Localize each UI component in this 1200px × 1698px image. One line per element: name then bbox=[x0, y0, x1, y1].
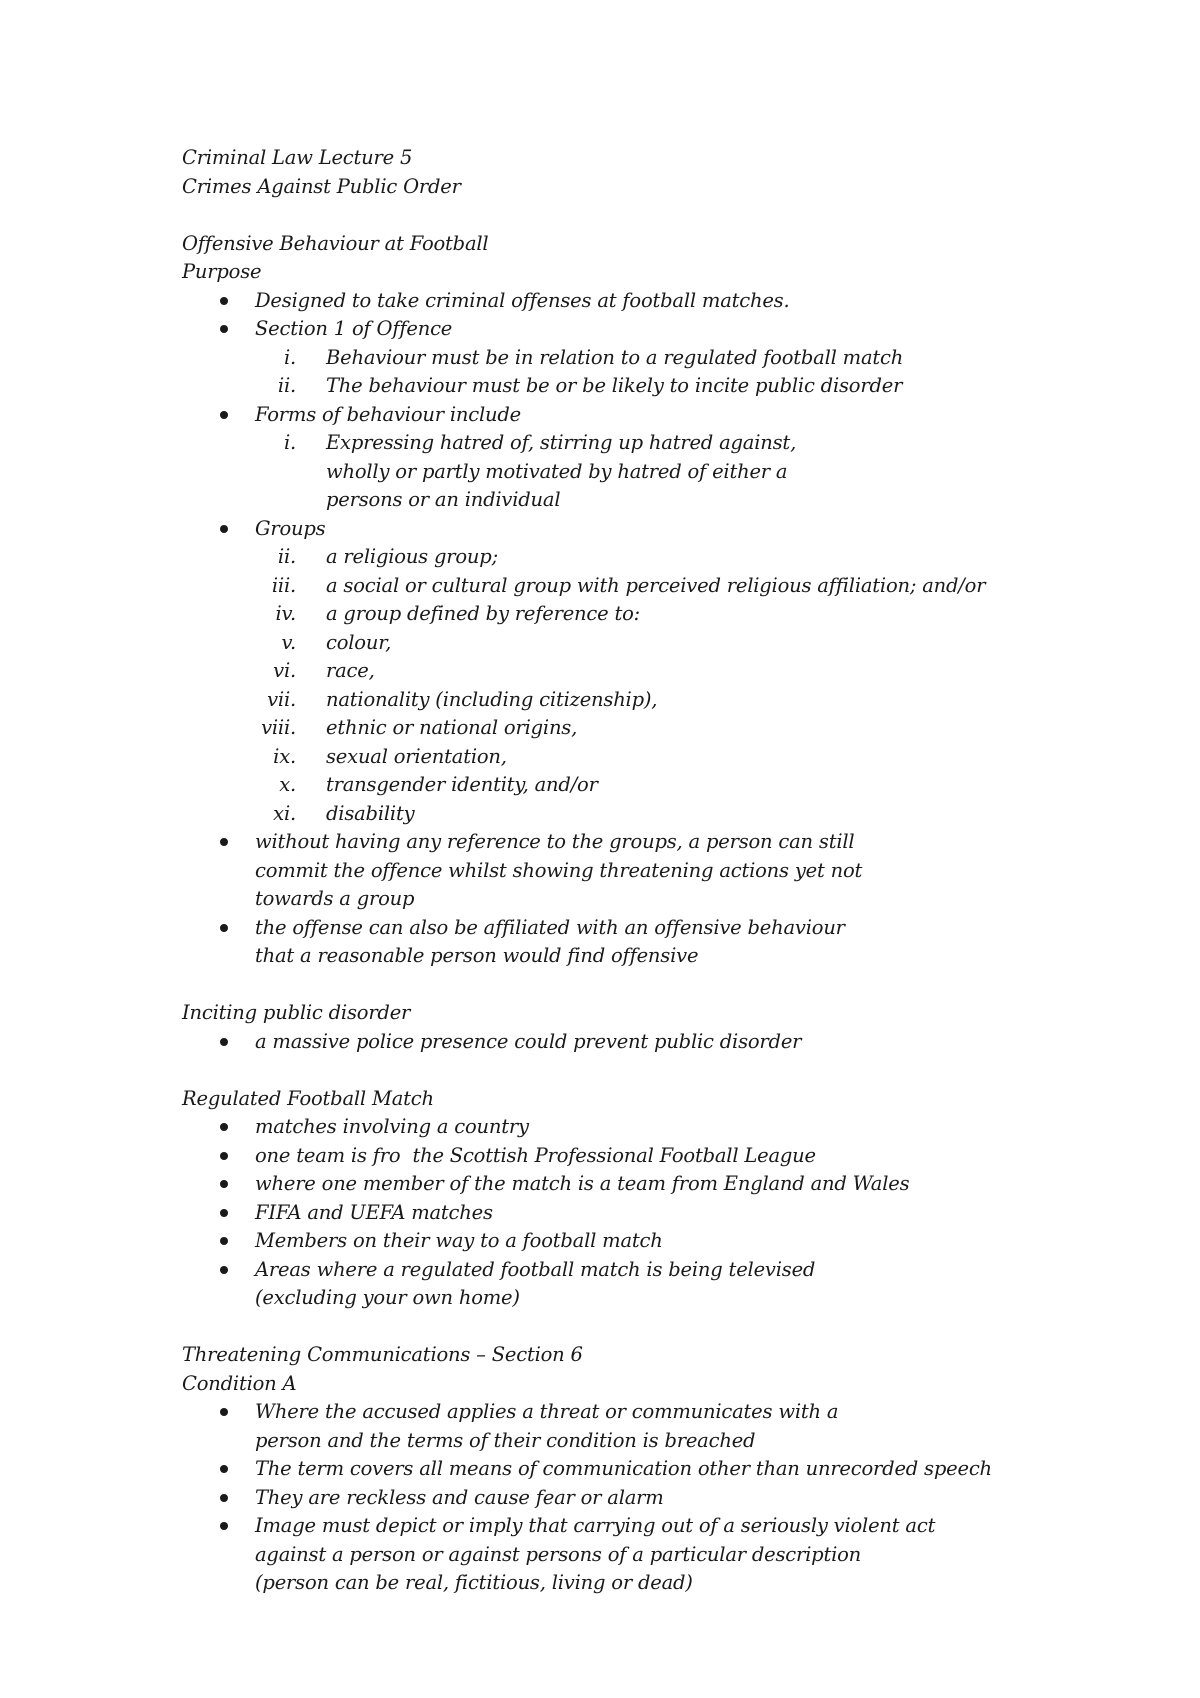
item-text: Behaviour must be in relation to a regulated football match bbox=[326, 345, 904, 369]
numbered-item bbox=[182, 714, 1050, 743]
groups-sublist bbox=[182, 543, 1050, 828]
bullet-dot-icon bbox=[220, 525, 228, 533]
bullet-text: without having any reference to the groups, a person can still commit the offence whilst showing threatening actions yet not towards a group bbox=[255, 830, 863, 910]
section-heading-threatening-communications: Threatening Communications – Section 6 bbox=[182, 1343, 583, 1366]
section-heading-offensive-behaviour: Offensive Behaviour at Football bbox=[182, 231, 489, 255]
bullet-text: one team is fro the Scottish Professional Football League bbox=[255, 1143, 816, 1167]
item-number: i. bbox=[283, 431, 296, 454]
item-number: ix. bbox=[273, 744, 296, 768]
condition-a-bullet-list bbox=[182, 1398, 1050, 1598]
item-number: iv. bbox=[275, 602, 296, 625]
bullet-item bbox=[182, 914, 1050, 971]
bullet-dot-icon bbox=[220, 1408, 228, 1416]
numbered-item bbox=[182, 800, 1050, 829]
item-text: race, bbox=[326, 659, 375, 682]
section-subheading-purpose: Purpose bbox=[182, 260, 262, 283]
bullet-item bbox=[182, 401, 1050, 430]
purpose-bullet-list bbox=[182, 287, 1050, 344]
bullet-text: The term covers all means of communication other than unrecorded speech bbox=[255, 1457, 992, 1480]
bullet-item bbox=[182, 1170, 1050, 1199]
item-text: a social or cultural group with perceived religious affiliation; and/or bbox=[326, 573, 986, 597]
item-text: ethnic or national origins, bbox=[326, 716, 578, 739]
bullet-text: Image must depict or imply that carrying out of a seriously violent act against a person or against persons of a particular description (person can be real, fictitious, living or dead) bbox=[255, 1514, 936, 1594]
item-number: x. bbox=[279, 773, 296, 796]
bullet-item bbox=[182, 1398, 1050, 1455]
item-text: sexual orientation, bbox=[326, 744, 507, 768]
bullet-text: Forms of behaviour include bbox=[255, 402, 521, 426]
bullet-dot-icon bbox=[220, 325, 228, 333]
bullet-dot-icon bbox=[220, 411, 228, 419]
bullet-dot-icon bbox=[220, 1522, 228, 1530]
bullet-dot-icon bbox=[220, 838, 228, 846]
numbered-item bbox=[182, 600, 1050, 629]
bullet-item bbox=[182, 515, 1050, 544]
bullet-item bbox=[182, 1227, 1050, 1256]
item-number: ii. bbox=[277, 545, 296, 568]
bullet-dot-icon bbox=[220, 1180, 228, 1188]
bullet-item bbox=[182, 1113, 1050, 1142]
item-text: colour, bbox=[326, 630, 392, 654]
bullet-dot-icon bbox=[220, 1209, 228, 1217]
numbered-item bbox=[182, 657, 1050, 686]
bullet-text: They are reckless and cause fear or alarm bbox=[255, 1485, 664, 1509]
bullet-text: where one member of the match is a team from England and Wales bbox=[255, 1172, 910, 1195]
bullet-dot-icon bbox=[220, 1237, 228, 1245]
numbered-item bbox=[182, 629, 1050, 658]
bullet-text: Designed to take criminal offenses at football matches. bbox=[255, 288, 790, 312]
item-text: transgender identity, and/or bbox=[326, 773, 598, 796]
item-number: v. bbox=[281, 630, 296, 654]
item-number: ii. bbox=[277, 374, 296, 397]
bullet-dot-icon bbox=[220, 1123, 228, 1131]
bullet-text: Members on their way to a football match bbox=[255, 1229, 663, 1252]
document-subtitle: Crimes Against Public Order bbox=[182, 174, 461, 198]
bullet-text: Where the accused applies a threat or communicates with a person and the terms of their condition is breached bbox=[255, 1400, 839, 1452]
bullet-text: Areas where a regulated football match is being televised (excluding your own home) bbox=[255, 1257, 816, 1309]
numbered-item bbox=[182, 572, 1050, 601]
bullet-text: a massive police presence could prevent public disorder bbox=[255, 1029, 802, 1053]
item-number: vi. bbox=[273, 659, 296, 682]
bullet-dot-icon bbox=[220, 1038, 228, 1046]
item-number: vii. bbox=[267, 687, 296, 711]
bullet-dot-icon bbox=[220, 297, 228, 305]
item-text: a religious group; bbox=[326, 545, 498, 568]
item-number: viii. bbox=[261, 716, 296, 739]
bullet-dot-icon bbox=[220, 1494, 228, 1502]
spacer bbox=[182, 1056, 1050, 1085]
bullet-text: matches involving a country bbox=[255, 1115, 529, 1138]
numbered-item bbox=[182, 429, 1050, 515]
section-heading-regulated-football-match: Regulated Football Match bbox=[182, 1086, 434, 1110]
forms-sublist bbox=[182, 429, 1050, 515]
bullet-text: Section 1 of Offence bbox=[255, 317, 453, 340]
groups-bullet-list bbox=[182, 515, 1050, 544]
item-number: xi. bbox=[273, 801, 296, 825]
document-title: Criminal Law Lecture 5 bbox=[182, 146, 413, 169]
section-1-sublist bbox=[182, 344, 1050, 401]
bullet-text: Groups bbox=[255, 516, 326, 540]
bullet-item bbox=[182, 1512, 1050, 1598]
numbered-item bbox=[182, 771, 1050, 800]
bullet-item bbox=[182, 828, 1050, 914]
item-text: The behaviour must be or be likely to incite public disorder bbox=[326, 374, 903, 397]
notes-bullet-list bbox=[182, 828, 1050, 971]
bullet-dot-icon bbox=[220, 1266, 228, 1274]
bullet-item bbox=[182, 1142, 1050, 1171]
bullet-dot-icon bbox=[220, 924, 228, 932]
spacer bbox=[182, 971, 1050, 1000]
bullet-item bbox=[182, 1256, 1050, 1313]
numbered-item bbox=[182, 344, 1050, 373]
bullet-item bbox=[182, 1028, 1050, 1057]
bullet-item bbox=[182, 1484, 1050, 1513]
bullet-item bbox=[182, 1199, 1050, 1228]
item-text: nationality (including citizenship), bbox=[326, 687, 658, 711]
section-heading-inciting-public-disorder: Inciting public disorder bbox=[182, 1001, 411, 1024]
item-text: a group defined by reference to: bbox=[326, 602, 641, 625]
numbered-item bbox=[182, 743, 1050, 772]
numbered-item bbox=[182, 372, 1050, 401]
spacer bbox=[182, 1313, 1050, 1342]
numbered-item bbox=[182, 543, 1050, 572]
forms-bullet-list bbox=[182, 401, 1050, 430]
item-number: iii. bbox=[271, 573, 296, 597]
bullet-item bbox=[182, 315, 1050, 344]
item-text: Expressing hatred of, stirring up hatred against, wholly or partly motivated by hatred of either a persons or an individual bbox=[326, 431, 797, 511]
numbered-item bbox=[182, 686, 1050, 715]
spacer bbox=[182, 201, 1050, 230]
bullet-text: the offense can also be affiliated with an offensive behaviour that a reasonable person would find offensive bbox=[255, 915, 845, 967]
bullet-text: FIFA and UEFA matches bbox=[255, 1200, 493, 1224]
bullet-dot-icon bbox=[220, 1152, 228, 1160]
bullet-item bbox=[182, 287, 1050, 316]
item-number: i. bbox=[283, 345, 296, 369]
bullet-dot-icon bbox=[220, 1465, 228, 1473]
regulated-match-bullet-list bbox=[182, 1113, 1050, 1313]
inciting-bullet-list bbox=[182, 1028, 1050, 1057]
section-subheading-condition-a: Condition A bbox=[182, 1371, 297, 1395]
bullet-item bbox=[182, 1455, 1050, 1484]
item-text: disability bbox=[326, 801, 415, 825]
